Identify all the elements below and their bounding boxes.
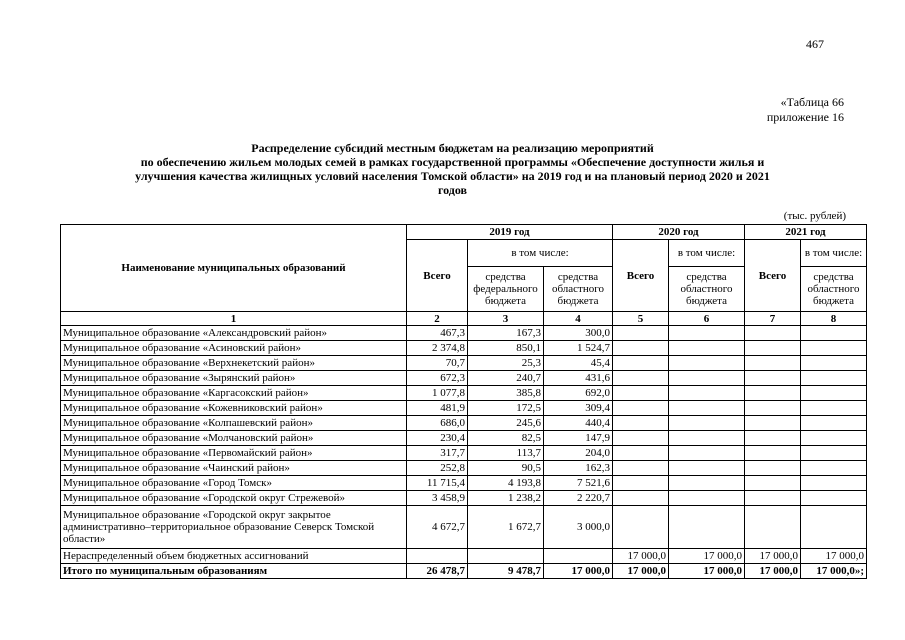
value-cell-c5 xyxy=(613,491,669,506)
value-cell-c5 xyxy=(613,356,669,371)
value-cell-c6 xyxy=(669,506,745,549)
value-cell-c7 xyxy=(745,326,801,341)
table-row xyxy=(61,356,867,371)
value-cell-c3: 385,8 xyxy=(468,386,544,401)
header-year-2019: 2019 год xyxy=(407,225,613,240)
table-row xyxy=(61,431,867,446)
value-cell-c6 xyxy=(669,491,745,506)
value-cell-c5: 17 000,0 xyxy=(613,549,669,564)
value-cell-c8 xyxy=(801,356,867,371)
municipality-name: Муниципальное образование «Верхнекетский район» xyxy=(61,356,407,371)
value-cell-c3: 82,5 xyxy=(468,431,544,446)
column-number: 3 xyxy=(468,312,544,326)
document-title xyxy=(60,141,845,197)
table-row xyxy=(61,341,867,356)
value-cell-c3 xyxy=(468,549,544,564)
value-cell-c2: 481,9 xyxy=(407,401,468,416)
value-cell-c8 xyxy=(801,431,867,446)
value-cell-c2 xyxy=(407,549,468,564)
value-cell-c8 xyxy=(801,461,867,476)
table-row xyxy=(61,549,867,564)
column-number: 5 xyxy=(613,312,669,326)
value-cell-c2: 230,4 xyxy=(407,431,468,446)
header-year-2020: 2020 год xyxy=(613,225,745,240)
value-cell-c4: 431,6 xyxy=(544,371,613,386)
municipality-name: Муниципальное образование «Кожевниковский район» xyxy=(61,401,407,416)
value-cell-c5 xyxy=(613,461,669,476)
value-cell-c6 xyxy=(669,341,745,356)
value-cell-c5 xyxy=(613,386,669,401)
appendix-label: приложение 16 xyxy=(766,110,844,124)
header-incl-2019: в том числе: xyxy=(468,240,613,267)
value-cell-c8 xyxy=(801,401,867,416)
column-number: 2 xyxy=(407,312,468,326)
value-cell-c3: 25,3 xyxy=(468,356,544,371)
table-row xyxy=(61,416,867,431)
value-cell-c3: 240,7 xyxy=(468,371,544,386)
value-cell-c5 xyxy=(613,446,669,461)
table-row xyxy=(61,461,867,476)
value-cell-c5 xyxy=(613,401,669,416)
value-cell-c7 xyxy=(745,446,801,461)
table-row xyxy=(61,386,867,401)
header-regional-2019: средства областного бюджета xyxy=(544,267,613,312)
value-cell-c3: 9 478,7 xyxy=(468,564,544,579)
value-cell-c8 xyxy=(801,341,867,356)
value-cell-c4 xyxy=(544,549,613,564)
value-cell-c6 xyxy=(669,461,745,476)
value-cell-c3: 1 672,7 xyxy=(468,506,544,549)
value-cell-c6: 17 000,0 xyxy=(669,564,745,579)
municipality-name: Муниципальное образование «Городской округ Стрежевой» xyxy=(61,491,407,506)
value-cell-c2: 26 478,7 xyxy=(407,564,468,579)
value-cell-c8 xyxy=(801,416,867,431)
value-cell-c5 xyxy=(613,326,669,341)
value-cell-c8: 17 000,0 xyxy=(801,549,867,564)
value-cell-c8: 17 000,0»; xyxy=(801,564,867,579)
value-cell-c3: 167,3 xyxy=(468,326,544,341)
table-row xyxy=(61,446,867,461)
header-total-2021: Всего xyxy=(745,240,801,312)
value-cell-c5 xyxy=(613,506,669,549)
value-cell-c3: 90,5 xyxy=(468,461,544,476)
header-municipality: Наименование муниципальных образований xyxy=(61,225,407,312)
value-cell-c7 xyxy=(745,356,801,371)
value-cell-c6 xyxy=(669,371,745,386)
title-line: годов xyxy=(437,183,468,197)
title-line: улучшения качества жилищных условий населения Томской области» на 2019 год и на плановый период 2020 и 2021 xyxy=(135,169,770,183)
value-cell-c7 xyxy=(745,416,801,431)
value-cell-c6 xyxy=(669,386,745,401)
value-cell-c8 xyxy=(801,446,867,461)
value-cell-c4: 3 000,0 xyxy=(544,506,613,549)
value-cell-c7 xyxy=(745,371,801,386)
municipality-name: Муниципальное образование «Чаинский район» xyxy=(61,461,407,476)
page-number: 467 xyxy=(806,37,824,51)
value-cell-c4: 45,4 xyxy=(544,356,613,371)
column-number: 4 xyxy=(544,312,613,326)
header-total-2020: Всего xyxy=(613,240,669,312)
municipality-name: Муниципальное образование «Молчановский район» xyxy=(61,431,407,446)
title-line: Распределение субсидий местным бюджетам на реализацию мероприятий xyxy=(251,141,654,155)
value-cell-c5: 17 000,0 xyxy=(613,564,669,579)
value-cell-c4: 2 220,7 xyxy=(544,491,613,506)
value-cell-c2: 317,7 xyxy=(407,446,468,461)
municipality-name: Муниципальное образование «Городской округ закрытое административно–территориальное образование Северск Томской области» xyxy=(61,506,407,549)
value-cell-c7: 17 000,0 xyxy=(745,549,801,564)
value-cell-c8 xyxy=(801,506,867,549)
table-row xyxy=(61,506,867,549)
value-cell-c2: 3 458,9 xyxy=(407,491,468,506)
value-cell-c4: 7 521,6 xyxy=(544,476,613,491)
value-cell-c7 xyxy=(745,341,801,356)
total-row xyxy=(61,564,867,579)
table-row xyxy=(61,326,867,341)
value-cell-c2: 70,7 xyxy=(407,356,468,371)
value-cell-c6 xyxy=(669,446,745,461)
column-number: 8 xyxy=(801,312,867,326)
value-cell-c6 xyxy=(669,356,745,371)
header-year-2021: 2021 год xyxy=(745,225,867,240)
value-cell-c6 xyxy=(669,326,745,341)
municipality-name: Муниципальное образование «Зырянский район» xyxy=(61,371,407,386)
value-cell-c8 xyxy=(801,491,867,506)
value-cell-c3: 172,5 xyxy=(468,401,544,416)
value-cell-c6 xyxy=(669,416,745,431)
column-number: 1 xyxy=(61,312,407,326)
header-incl-2020: в том числе: xyxy=(669,240,745,267)
value-cell-c7 xyxy=(745,461,801,476)
value-cell-c7 xyxy=(745,386,801,401)
value-cell-c6 xyxy=(669,476,745,491)
value-cell-c2: 11 715,4 xyxy=(407,476,468,491)
municipality-name: Муниципальное образование «Каргасокский район» xyxy=(61,386,407,401)
value-cell-c4: 692,0 xyxy=(544,386,613,401)
value-cell-c5 xyxy=(613,416,669,431)
value-cell-c3: 850,1 xyxy=(468,341,544,356)
header-total-2019: Всего xyxy=(407,240,468,312)
table-row xyxy=(61,401,867,416)
value-cell-c4: 440,4 xyxy=(544,416,613,431)
value-cell-c4: 204,0 xyxy=(544,446,613,461)
municipality-name: Муниципальное образование «Асиновский район» xyxy=(61,341,407,356)
municipality-name: Муниципальное образование «Первомайский район» xyxy=(61,446,407,461)
value-cell-c3: 1 238,2 xyxy=(468,491,544,506)
value-cell-c2: 4 672,7 xyxy=(407,506,468,549)
value-cell-c5 xyxy=(613,476,669,491)
value-cell-c5 xyxy=(613,341,669,356)
municipality-name: Итого по муниципальным образованиям xyxy=(61,564,407,579)
value-cell-c7 xyxy=(745,506,801,549)
header-incl-2021: в том числе: xyxy=(801,240,867,267)
table-reference xyxy=(767,95,844,125)
value-cell-c7 xyxy=(745,431,801,446)
value-cell-c6 xyxy=(669,401,745,416)
value-cell-c5 xyxy=(613,371,669,386)
value-cell-c8 xyxy=(801,371,867,386)
column-number-row xyxy=(61,312,867,326)
value-cell-c2: 672,3 xyxy=(407,371,468,386)
value-cell-c4: 300,0 xyxy=(544,326,613,341)
value-cell-c4: 147,9 xyxy=(544,431,613,446)
value-cell-c4: 309,4 xyxy=(544,401,613,416)
value-cell-c7 xyxy=(745,491,801,506)
header-regional-2020: средства областного бюджета xyxy=(669,267,745,312)
value-cell-c2: 467,3 xyxy=(407,326,468,341)
table-row xyxy=(61,371,867,386)
title-line: по обеспечению жильем молодых семей в рамках государственной программы «Обеспечение доступности жилья и xyxy=(140,155,765,169)
table-row xyxy=(61,491,867,506)
column-number: 6 xyxy=(669,312,745,326)
table-body xyxy=(61,312,867,579)
table-row xyxy=(61,476,867,491)
value-cell-c2: 686,0 xyxy=(407,416,468,431)
municipality-name: Муниципальное образование «Александровский район» xyxy=(61,326,407,341)
municipality-name: Нераспределенный объем бюджетных ассигнований xyxy=(61,549,407,564)
subsidy-table xyxy=(60,224,867,579)
value-cell-c6: 17 000,0 xyxy=(669,549,745,564)
value-cell-c3: 113,7 xyxy=(468,446,544,461)
column-number: 7 xyxy=(745,312,801,326)
value-cell-c7: 17 000,0 xyxy=(745,564,801,579)
value-cell-c8 xyxy=(801,386,867,401)
municipality-name: Муниципальное образование «Колпашевский район» xyxy=(61,416,407,431)
value-cell-c2: 252,8 xyxy=(407,461,468,476)
value-cell-c6 xyxy=(669,431,745,446)
table-ref-label: «Таблица 66 xyxy=(780,95,844,109)
municipality-name: Муниципальное образование «Город Томск» xyxy=(61,476,407,491)
value-cell-c2: 2 374,8 xyxy=(407,341,468,356)
value-cell-c4: 162,3 xyxy=(544,461,613,476)
value-cell-c5 xyxy=(613,431,669,446)
value-cell-c4: 1 524,7 xyxy=(544,341,613,356)
value-cell-c2: 1 077,8 xyxy=(407,386,468,401)
value-cell-c8 xyxy=(801,326,867,341)
header-federal-2019: средства федерального бюджета xyxy=(468,267,544,312)
value-cell-c3: 245,6 xyxy=(468,416,544,431)
value-cell-c7 xyxy=(745,476,801,491)
value-cell-c4: 17 000,0 xyxy=(544,564,613,579)
value-cell-c7 xyxy=(745,401,801,416)
value-cell-c3: 4 193,8 xyxy=(468,476,544,491)
value-cell-c8 xyxy=(801,476,867,491)
units-label: (тыс. рублей) xyxy=(783,210,846,222)
header-regional-2021: средства областного бюджета xyxy=(801,267,867,312)
